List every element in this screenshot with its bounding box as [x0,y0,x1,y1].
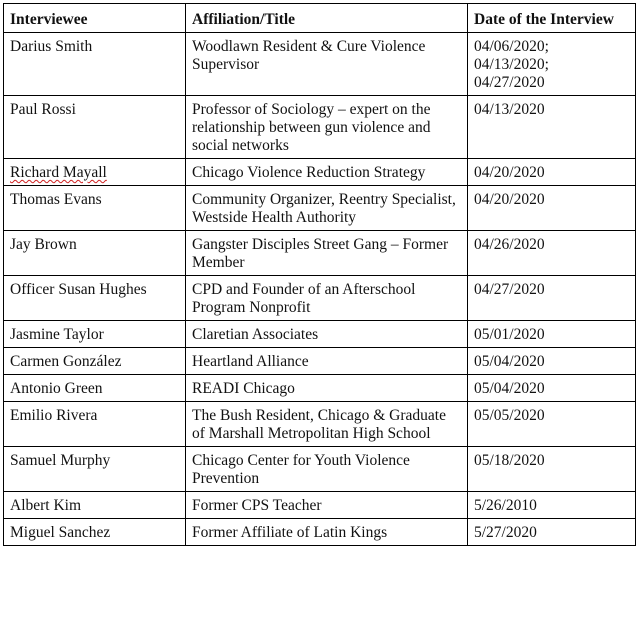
table-row [4,276,636,321]
date-cell: 05/01/2020 [468,321,636,348]
interviewee-cell: Miguel Sanchez [4,519,186,546]
interviewee-cell: Carmen González [4,348,186,375]
affiliation-cell: Former Affiliate of Latin Kings [186,519,468,546]
date-cell: 04/20/2020 [468,159,636,186]
table-row [4,96,636,159]
affiliation-cell: Chicago Center for Youth Violence Prevention [186,447,468,492]
interviewee-cell: Samuel Murphy [4,447,186,492]
affiliation-cell: Heartland Alliance [186,348,468,375]
table-row [4,231,636,276]
interviews-table [3,3,636,546]
table-row [4,375,636,402]
header-date: Date of the Interview [468,4,636,33]
interviewee-cell: Emilio Rivera [4,402,186,447]
interviewee-cell: Thomas Evans [4,186,186,231]
affiliation-cell: Woodlawn Resident & Cure Violence Supervisor [186,33,468,96]
affiliation-cell: Former CPS Teacher [186,492,468,519]
header-row [4,4,636,33]
affiliation-cell: Community Organizer, Reentry Specialist, Westside Health Authority [186,186,468,231]
header-interviewee: Interviewee [4,4,186,33]
table-row [4,321,636,348]
table-row [4,492,636,519]
interviewee-cell: Albert Kim [4,492,186,519]
table-row [4,33,636,96]
date-cell: 04/26/2020 [468,231,636,276]
table-row [4,402,636,447]
date-cell: 05/04/2020 [468,375,636,402]
date-cell: 04/06/2020; 04/13/2020; 04/27/2020 [468,33,636,96]
affiliation-cell: Claretian Associates [186,321,468,348]
interviewee-cell: Jay Brown [4,231,186,276]
interviewee-cell: Officer Susan Hughes [4,276,186,321]
affiliation-cell: The Bush Resident, Chicago & Graduate of Marshall Metropolitan High School [186,402,468,447]
table-row [4,447,636,492]
interviewee-cell [4,159,186,186]
table-row [4,519,636,546]
interviewee-cell: Jasmine Taylor [4,321,186,348]
affiliation-cell: Chicago Violence Reduction Strategy [186,159,468,186]
date-cell: 05/05/2020 [468,402,636,447]
table-row [4,159,636,186]
date-cell: 5/26/2010 [468,492,636,519]
date-cell: 5/27/2020 [468,519,636,546]
date-cell: 05/04/2020 [468,348,636,375]
date-cell: 04/20/2020 [468,186,636,231]
table-row [4,348,636,375]
date-cell: 05/18/2020 [468,447,636,492]
affiliation-cell: Professor of Sociology – expert on the relationship between gun violence and social networks [186,96,468,159]
affiliation-cell: CPD and Founder of an Afterschool Program Nonprofit [186,276,468,321]
date-cell: 04/27/2020 [468,276,636,321]
header-affiliation: Affiliation/Title [186,4,468,33]
affiliation-cell: Gangster Disciples Street Gang – Former Member [186,231,468,276]
date-cell: 04/13/2020 [468,96,636,159]
affiliation-cell: READI Chicago [186,375,468,402]
interviewee-name: Richard Mayall [10,164,107,181]
interviewee-cell: Antonio Green [4,375,186,402]
table-row [4,186,636,231]
interviewee-cell: Darius Smith [4,33,186,96]
interviewee-cell: Paul Rossi [4,96,186,159]
